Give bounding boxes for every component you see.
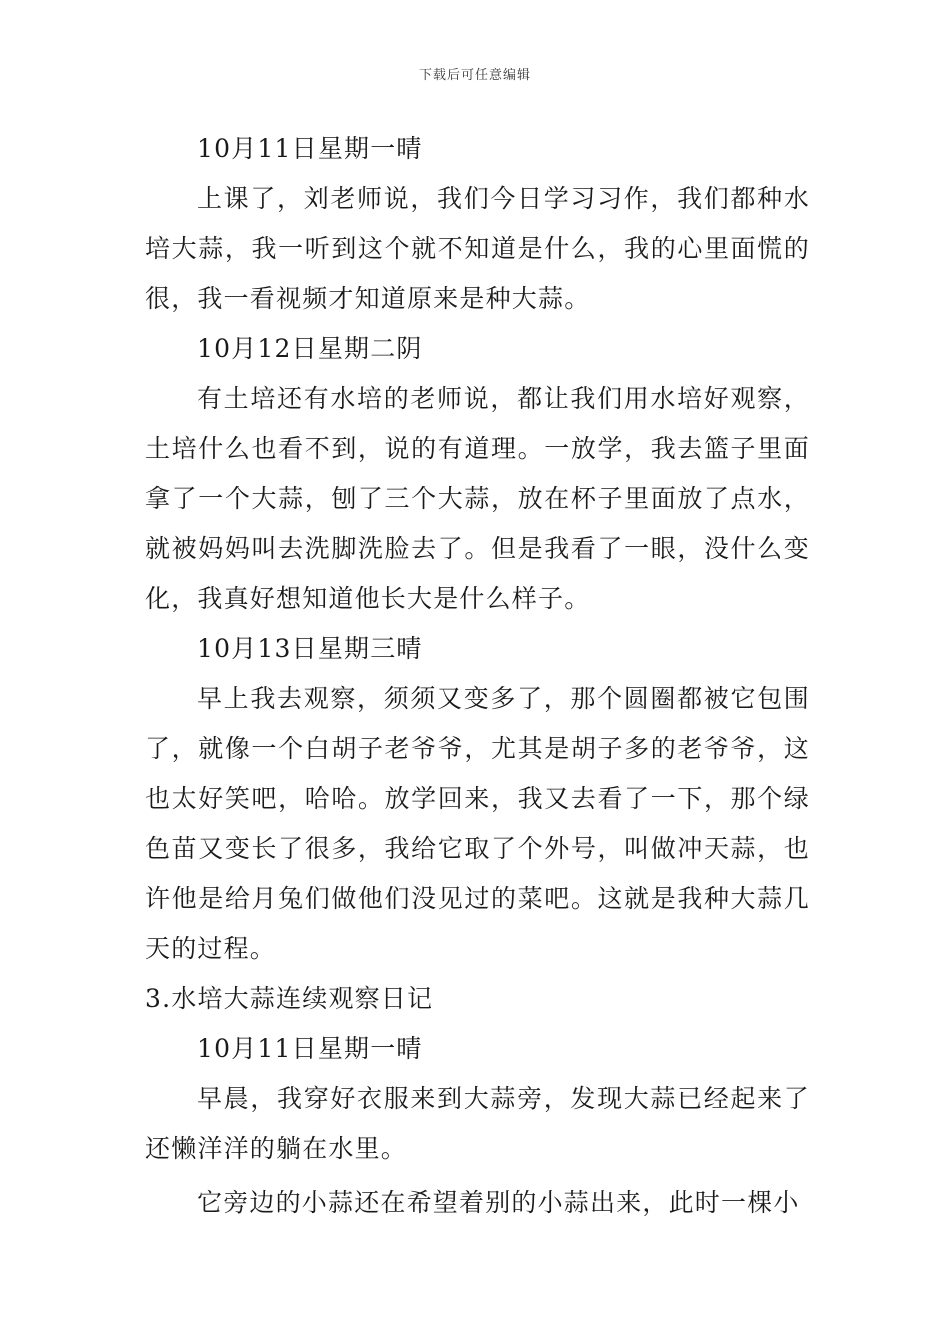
- entry-paragraph: 早晨，我穿好衣服来到大蒜旁，发现大蒜已经起来了还懒洋洋的躺在水里。: [145, 1084, 810, 1163]
- entry-paragraph: 有土培还有水培的老师说，都让我们用水培好观察，土培什么也看不到，说的有道理。一放学，我去篮子里面拿了一个大蒜，刨了三个大蒜，放在杯子里面放了点水，就被妈妈叫去洗脚洗脸去了。但是我看了一眼，没什么变化，我真好想知道他长大是什么样子。: [145, 384, 810, 613]
- document-body: [145, 124, 810, 1228]
- entry-paragraph: 它旁边的小蒜还在希望着别的小蒜出来，此时一棵小: [197, 1188, 800, 1217]
- entry-date: 10月11日星期一晴: [197, 1034, 423, 1063]
- entry-paragraph: 早上我去观察，须须又变多了，那个圆圈都被它包围了，就像一个白胡子老爷爷，尤其是胡子多的老爷爷，这也太好笑吧，哈哈。放学回来，我又去看了一下，那个绿色苗又变长了很多，我给它取了个外号，叫做冲天蒜，也许他是给月兔们做他们没见过的菜吧。这就是我种大蒜几天的过程。: [145, 684, 810, 963]
- section-title: 3.水培大蒜连续观察日记: [145, 984, 434, 1013]
- page-header-note: 下载后可任意编辑: [418, 68, 531, 83]
- entry-date: 10月11日星期一晴: [197, 134, 423, 163]
- entry-date: 10月12日星期二阴: [197, 334, 423, 363]
- entry-paragraph: 上课了，刘老师说，我们今日学习习作，我们都种水培大蒜，我一听到这个就不知道是什么，我的心里面慌的很，我一看视频才知道原来是种大蒜。: [145, 184, 810, 313]
- entry-date: 10月13日星期三晴: [197, 634, 423, 663]
